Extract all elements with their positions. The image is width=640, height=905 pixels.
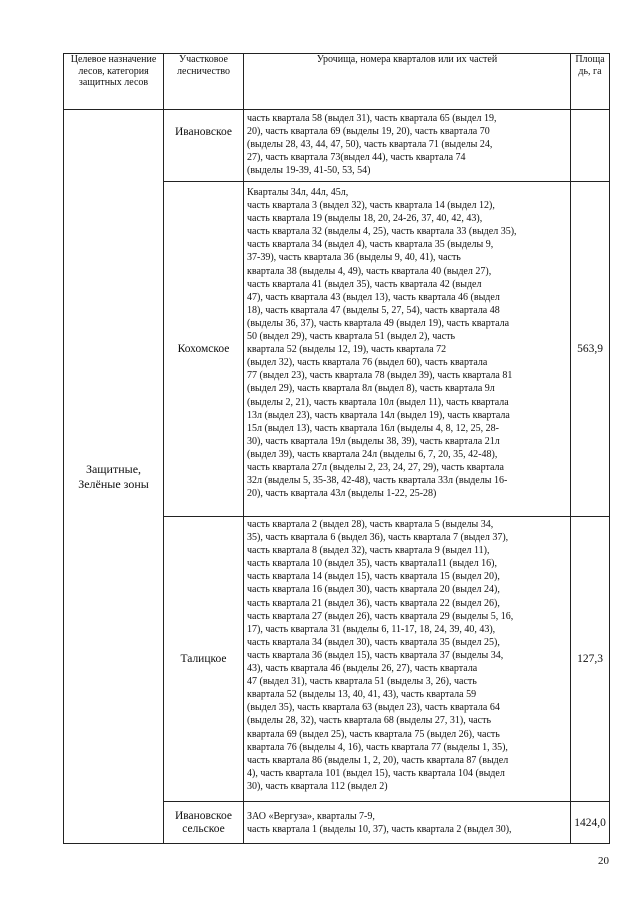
location-text-line: 20), часть квартала 69 (выделы 19, 20), часть квартала 70 <box>247 126 490 138</box>
location-text-line: 15л (выдел 13), часть квартала 16л (выделы 4, 8, 12, 25, 28- <box>247 422 499 434</box>
location-text-line: 27), часть квартала 73(выдел 44), часть квартала 74 <box>247 152 466 164</box>
location-text-line: 35), часть квартала 6 (выдел 36), часть квартала 7 (выдел 37), <box>247 532 509 544</box>
location-text-line: (выделы 28, 32), часть квартала 68 (выделы 27, 31), часть <box>247 715 492 727</box>
locations-cell <box>244 517 571 802</box>
forestry-cell: Ивановское <box>164 110 244 182</box>
locations-cell <box>244 802 571 844</box>
location-text-line: 37-39), часть квартала 36 (выделы 9, 40, 41), часть <box>247 252 461 264</box>
location-text-line: часть квартала 3 (выдел 32), часть квартала 14 (выдел 12), <box>247 200 495 212</box>
location-text-line: часть квартала 2 (выдел 28), часть квартала 5 (выделы 34, <box>247 519 494 530</box>
location-text-line: 13л (выдел 23), часть квартала 14л (выдел 19), часть квартала <box>247 409 510 421</box>
location-text-line: часть квартала 36 (выдел 15), часть квартала 37 (выделы 34, <box>247 649 504 661</box>
location-text-line: часть квартала 34 (выдел 4), часть квартала 35 (выделы 9, <box>247 239 494 251</box>
page-number: 20 <box>598 855 609 867</box>
location-text-line: 50 (выдел 29), часть квартала 51 (выдел 2), часть <box>247 331 456 343</box>
location-text-line: 30), часть квартала 112 (выдел 2) <box>247 780 388 792</box>
location-text-line: квартала 38 (выделы 4, 49), часть квартала 40 (выдел 27), <box>247 265 492 277</box>
header-locations: Урочища, номера кварталов или их частей <box>244 54 571 110</box>
location-text-line: 4), часть квартала 101 (выдел 15), часть квартала 104 (выдел <box>247 767 505 779</box>
purpose-cell: Защитные, Зелёные зоны <box>64 110 164 844</box>
location-text-line: 20), часть квартала 43л (выделы 1-22, 25-28) <box>247 488 437 500</box>
location-text-line: квартала 69 (выдел 25), часть квартала 75 (выдел 26), часть <box>247 728 500 740</box>
location-text-line: (выдел 39), часть квартала 24л (выделы 6, 7, 20, 35, 42-48), <box>247 448 498 460</box>
location-text-line: (выдел 32), часть квартала 76 (выдел 60), часть квартала <box>247 357 488 369</box>
forest-zones-table <box>63 53 610 844</box>
location-text-line: часть квартала 10 (выдел 35), часть квартала11 (выдел 16), <box>247 558 497 570</box>
locations-cell <box>244 182 571 517</box>
header-forestry: Участковое лесничество <box>164 54 244 110</box>
location-text-line: часть квартала 21 (выдел 36), часть квартала 22 (выдел 26), <box>247 597 500 609</box>
location-text-line: 32л (выделы 5, 35-38, 42-48), часть квартала 33л (выделы 16- <box>247 475 508 487</box>
location-text-line: ЗАО «Вергуза», кварталы 7-9, <box>247 811 375 822</box>
location-text-line: часть квартала 58 (выдел 31), часть квартала 65 (выдел 19, <box>247 113 497 124</box>
header-area: Площа дь, га <box>571 54 610 110</box>
location-text-line: часть квартала 32 (выделы 4, 25), часть квартала 33 (выдел 35), <box>247 226 517 238</box>
location-text-line: 17), часть квартала 31 (выделы 6, 11-17, 18, 24, 39, 40, 43), <box>247 623 496 635</box>
table-header-row <box>64 54 610 110</box>
location-text-line: часть квартала 8 (выдел 32), часть квартала 9 (выдел 11), <box>247 545 490 557</box>
location-text-line: 18), часть квартала 47 (выделы 5, 27, 54), часть квартала 48 <box>247 304 500 316</box>
location-text-line: часть квартала 1 (выделы 10, 37), часть квартала 2 (выдел 30), <box>247 824 512 836</box>
location-text-line: часть квартала 27 (выдел 26), часть квартала 29 (выделы 5, 16, <box>247 610 514 622</box>
location-text-line: (выделы 36, 37), часть квартала 49 (выдел 19), часть квартала <box>247 317 510 329</box>
header-purpose: Целевое назначение лесов, категория защитных лесов <box>64 54 164 110</box>
location-text-line: 47), часть квартала 43 (выдел 13), часть квартала 46 (выдел <box>247 291 500 303</box>
table-row <box>64 110 610 182</box>
location-text-line: (выдел 35), часть квартала 63 (выдел 23), часть квартала 64 <box>247 702 500 714</box>
location-text-line: часть квартала 27л (выделы 2, 23, 24, 27, 29), часть квартала <box>247 461 504 473</box>
location-text-line: часть квартала 86 (выделы 1, 2, 20), часть квартала 87 (выдел <box>247 754 509 766</box>
location-text-line: (выделы 19-39, 41-50, 53, 54) <box>247 165 371 177</box>
location-text-line: 30), часть квартала 19л (выделы 38, 39), часть квартала 21л <box>247 435 500 447</box>
location-text-line: квартала 52 (выделы 13, 40, 41, 43), часть квартала 59 <box>247 689 477 701</box>
forestry-cell: Кохомское <box>164 182 244 517</box>
area-cell: 563,9 <box>571 182 610 517</box>
locations-cell <box>244 110 571 182</box>
location-text-line: (выделы 2, 21), часть квартала 10л (выдел 11), часть квартала <box>247 396 509 408</box>
location-text-line: часть квартала 16 (выдел 30), часть квартала 20 (выдел 24), <box>247 584 500 596</box>
area-cell <box>571 110 610 182</box>
forestry-cell: Ивановское сельское <box>164 802 244 844</box>
location-text-line: 47 (выдел 31), часть квартала 51 (выделы 3, 26), часть <box>247 676 477 688</box>
location-text-line: 77 (выдел 23), часть квартала 78 (выдел 39), часть квартала 81 <box>247 370 513 382</box>
area-cell: 1424,0 <box>571 802 610 844</box>
location-text-line: квартала 52 (выделы 12, 19), часть квартала 72 <box>247 344 447 356</box>
forestry-cell: Талицкое <box>164 517 244 802</box>
location-text-line: часть квартала 41 (выдел 35), часть квартала 42 (выдел <box>247 278 482 290</box>
location-text-line: 43), часть квартала 46 (выделы 26, 27), часть квартала <box>247 663 478 675</box>
location-text-line: (выделы 28, 43, 44, 47, 50), часть квартала 71 (выделы 24, <box>247 139 493 151</box>
location-text-line: квартала 76 (выделы 4, 16), часть квартала 77 (выделы 1, 35), <box>247 741 508 753</box>
location-text-line: Кварталы 34л, 44л, 45л, <box>247 187 349 198</box>
location-text-line: часть квартала 19 (выделы 18, 20, 24-26, 37, 40, 42, 43), <box>247 213 483 225</box>
area-cell: 127,3 <box>571 517 610 802</box>
location-text-line: (выдел 29), часть квартала 8л (выдел 8), часть квартала 9л <box>247 383 495 395</box>
location-text-line: часть квартала 34 (выдел 30), часть квартала 35 (выдел 25), <box>247 636 500 648</box>
location-text-line: часть квартала 14 (выдел 15), часть квартала 15 (выдел 20), <box>247 571 500 583</box>
